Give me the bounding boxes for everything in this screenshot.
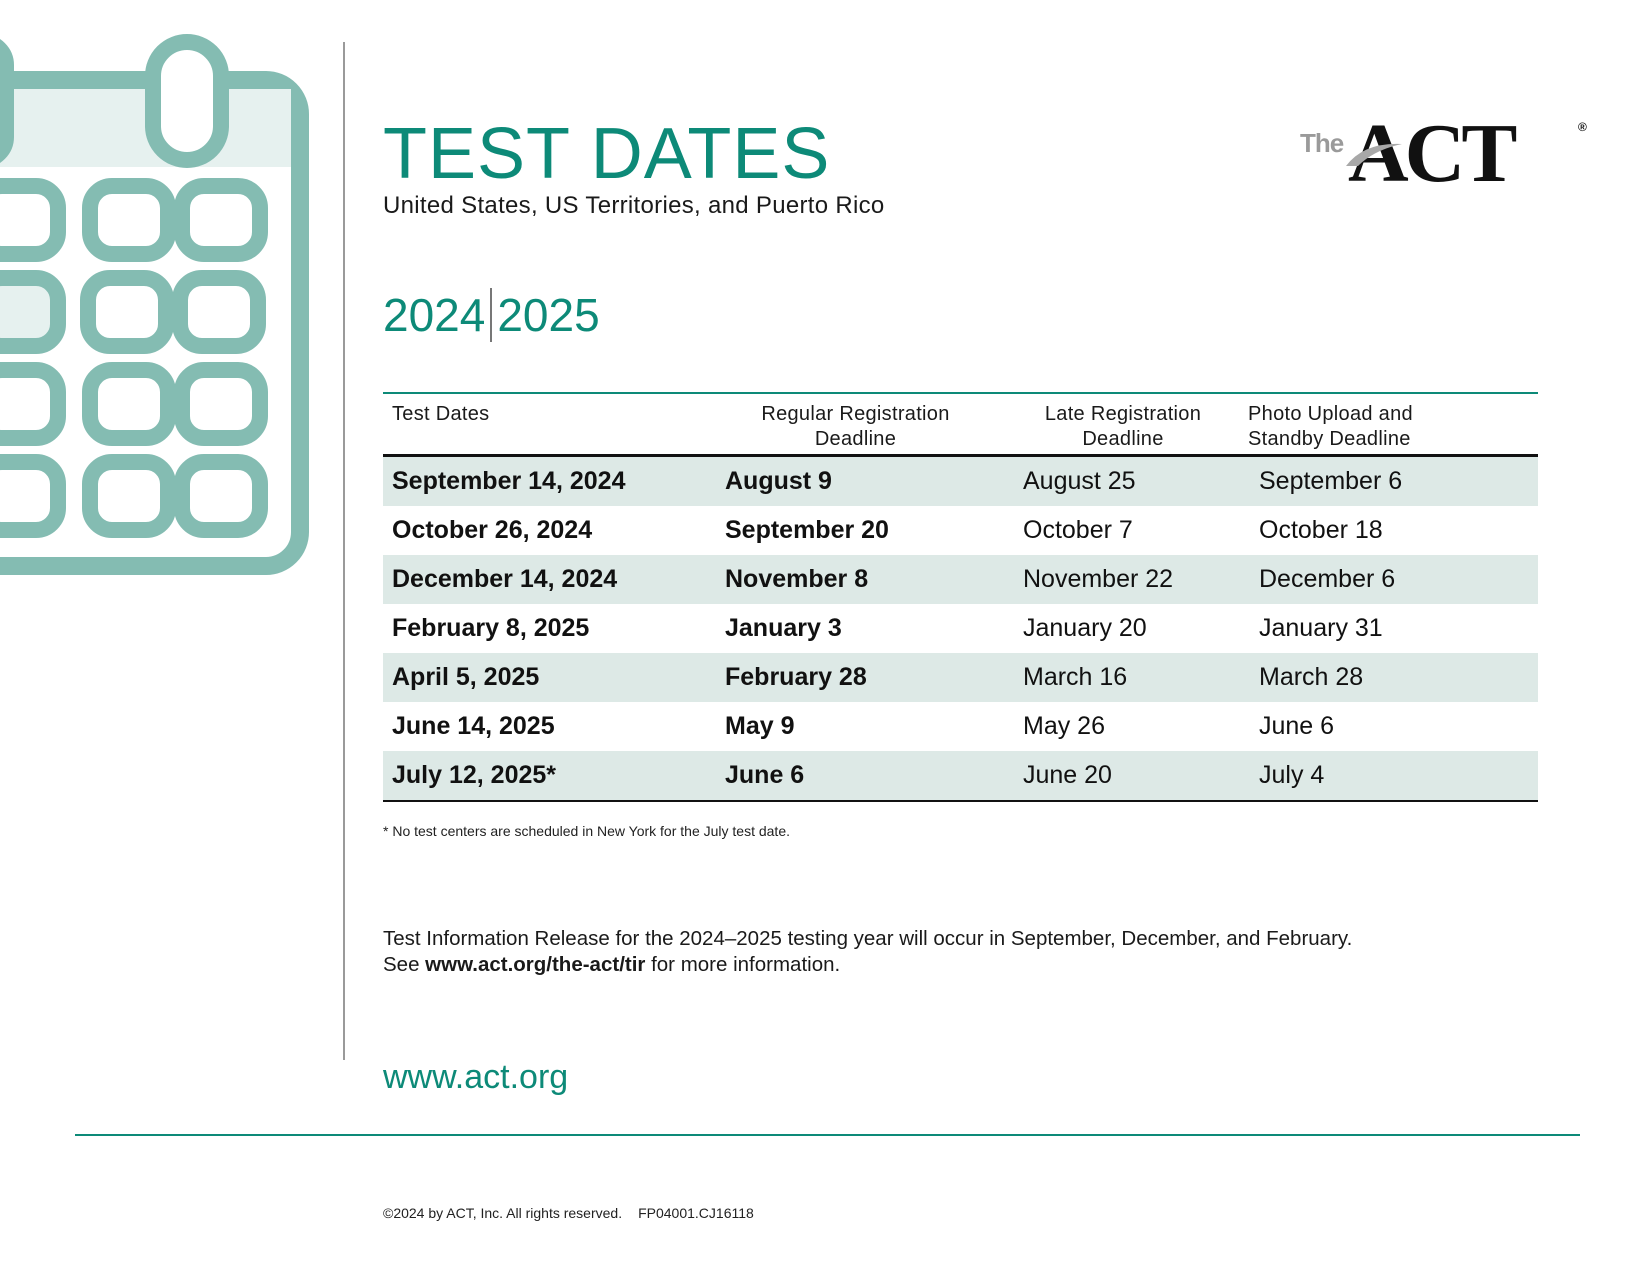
test-date-cell: July 12, 2025* (392, 761, 557, 789)
test-date-cell: June 14, 2025 (392, 712, 555, 740)
table-header (383, 394, 1538, 457)
late-deadline-cell: August 25 (1023, 467, 1136, 495)
header-late-deadline (998, 394, 1248, 454)
logo-name: ACT (1348, 107, 1514, 200)
page-title: TEST DATES (383, 114, 831, 194)
header-line: Regular Registration (761, 403, 950, 425)
table-row (383, 457, 1538, 506)
logo-registered-mark: ® (1578, 120, 1587, 134)
info-line-1: Test Information Release for the 2024–2025 testing year will occur in September, December, and February. (383, 927, 1353, 950)
document-code: FP04001.CJ16118 (638, 1205, 754, 1221)
logo-swoosh-icon (1344, 138, 1404, 168)
table-row (383, 604, 1538, 653)
late-deadline-cell: June 20 (1023, 761, 1112, 789)
regular-deadline-cell: August 9 (725, 467, 832, 495)
table-row (383, 555, 1538, 604)
header-line: Late Registration (1044, 403, 1202, 425)
table-row (383, 653, 1538, 702)
photo-deadline-cell: July 4 (1259, 761, 1325, 789)
regular-deadline-cell: February 28 (725, 663, 867, 691)
year-end: 2025 (497, 289, 600, 341)
photo-deadline-cell: October 18 (1259, 516, 1383, 544)
header-line: Photo Upload and (1248, 403, 1413, 425)
copyright (383, 1205, 754, 1221)
regular-deadline-cell: January 3 (725, 614, 842, 642)
regular-deadline-cell: November 8 (725, 565, 869, 593)
test-date-cell: December 14, 2024 (392, 565, 618, 593)
table-body (383, 457, 1538, 800)
info-line-2 (383, 952, 1352, 978)
header-line: Deadline (1082, 428, 1164, 450)
info-line-2-suffix: for more information. (645, 953, 841, 976)
photo-deadline-cell: December 6 (1259, 565, 1396, 593)
regular-deadline-cell: June 6 (725, 761, 805, 789)
table-row (383, 751, 1538, 800)
late-deadline-cell: October 7 (1023, 516, 1133, 544)
header-line: Deadline (814, 428, 897, 450)
table-row (383, 702, 1538, 751)
photo-deadline-cell: March 28 (1259, 663, 1364, 691)
late-deadline-cell: March 16 (1023, 663, 1128, 691)
website-link[interactable]: www.act.org (383, 1058, 569, 1096)
logo-prefix: The (1300, 128, 1344, 158)
info-text (383, 926, 1352, 978)
page-subtitle: United States, US Territories, and Puerto Rico (383, 192, 885, 219)
header-regular-deadline (713, 394, 998, 454)
test-dates-table (383, 392, 1538, 802)
table-row (383, 506, 1538, 555)
footer-divider (75, 1134, 1580, 1136)
header-test-dates (383, 394, 713, 454)
act-logo (1300, 107, 1600, 200)
header-photo-deadline (1248, 394, 1538, 454)
footnote: * No test centers are scheduled in New York for the July test date. (383, 823, 790, 839)
vertical-divider (343, 42, 345, 1060)
tir-link[interactable]: www.act.org/the-act/tir (425, 953, 646, 976)
late-deadline-cell: November 22 (1023, 565, 1174, 593)
late-deadline-cell: May 26 (1023, 712, 1105, 740)
photo-deadline-cell: September 6 (1259, 467, 1403, 495)
copyright-text: ©2024 by ACT, Inc. All rights reserved. (383, 1205, 623, 1221)
test-date-cell: April 5, 2025 (392, 663, 540, 691)
info-line-2-prefix: See (383, 953, 426, 976)
test-date-cell: October 26, 2024 (392, 516, 593, 544)
regular-deadline-cell: May 9 (725, 712, 795, 740)
calendar-icon (0, 0, 320, 580)
school-year (383, 288, 600, 342)
year-separator (490, 288, 492, 342)
regular-deadline-cell: September 20 (725, 516, 889, 544)
photo-deadline-cell: June 6 (1259, 712, 1335, 740)
year-start: 2024 (383, 289, 486, 341)
header-line: Test Dates (392, 403, 490, 425)
photo-deadline-cell: January 31 (1259, 614, 1383, 642)
test-date-cell: February 8, 2025 (392, 614, 590, 642)
late-deadline-cell: January 20 (1023, 614, 1147, 642)
header-line: Standby Deadline (1248, 428, 1411, 450)
test-date-cell: September 14, 2024 (392, 467, 626, 495)
